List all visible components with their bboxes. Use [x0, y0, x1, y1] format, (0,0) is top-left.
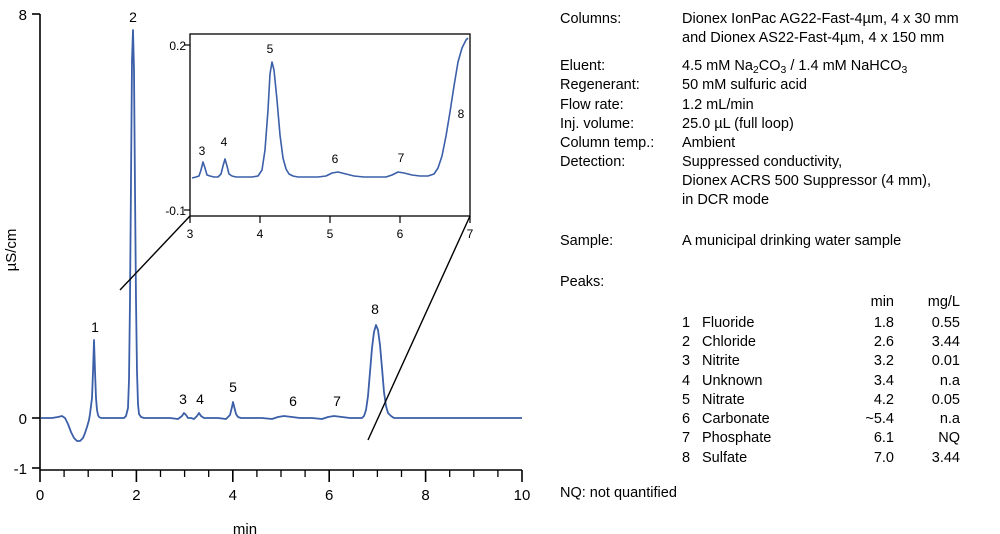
eluent-sub1: 2 — [752, 65, 759, 77]
peak-row-conc: 0.55 — [931, 314, 960, 331]
peak-row-conc: 3.44 — [931, 449, 960, 466]
y-axis-title: µS/cm — [3, 228, 20, 272]
x-tick-label-10: 10 — [513, 487, 531, 504]
peak-row-num: 6 — [682, 411, 691, 428]
peaks-hdr-min: min — [870, 293, 894, 310]
inset-x-tick-4: 4 — [256, 227, 264, 241]
peak-row-name: Chloride — [702, 334, 756, 351]
inset-y-tick-top: 0.2 — [169, 39, 186, 53]
peak-row-name: Phosphate — [702, 430, 772, 447]
peak-row-min: ~5.4 — [865, 411, 894, 428]
info-eluent-value — [682, 57, 990, 76]
info-columns-key: Columns: — [560, 11, 622, 27]
table-row — [682, 410, 960, 429]
table-row — [682, 372, 960, 391]
peak-label-8: 8 — [371, 301, 379, 317]
x-axis-title: min — [232, 521, 258, 534]
peak-row-name: Fluoride — [702, 314, 755, 331]
peak-row-conc: n.a — [939, 372, 960, 389]
x-tick-label-0: 0 — [35, 487, 45, 504]
info-flow-rate — [560, 96, 990, 115]
peak-row-min: 4.2 — [873, 391, 894, 408]
inset-x-tick-5: 5 — [326, 227, 334, 241]
peak-row-min: 3.2 — [873, 353, 894, 370]
eluent-pre: 4.5 mM Na — [682, 58, 753, 75]
info-regenerant-value: 50 mM sulfuric acid — [682, 77, 807, 94]
peak-label-5: 5 — [229, 379, 237, 395]
info-detection-line1: Suppressed conductivity, — [682, 153, 843, 170]
x-tick-label-4: 4 — [228, 487, 237, 504]
peak-label-7: 7 — [333, 393, 341, 409]
info-columns-line2: and Dionex AS22-Fast-4µm, 4 x 150 mm — [682, 30, 945, 47]
peak-row-min: 6.1 — [873, 430, 894, 447]
inset-peak-label-6: 6 — [331, 152, 339, 166]
x-tick-label-2: 2 — [132, 487, 141, 504]
peak-row-min: 2.6 — [873, 334, 894, 351]
info-flow-rate-key: Flow rate: — [560, 96, 624, 113]
table-row — [682, 333, 960, 352]
peaks-hdr-name — [702, 293, 820, 314]
info-inj-volume — [560, 115, 990, 134]
peak-row-num: 4 — [682, 372, 691, 389]
inset-peak-label-7: 7 — [397, 151, 405, 165]
inset-peak-label-4: 4 — [220, 135, 228, 149]
info-sample — [560, 232, 990, 251]
peak-row-conc: n.a — [939, 411, 960, 428]
peak-label-2: 2 — [129, 9, 137, 25]
table-row — [682, 449, 960, 468]
table-row — [682, 391, 960, 410]
peak-row-min: 3.4 — [873, 372, 894, 389]
peak-row-num: 7 — [682, 430, 691, 447]
inset-peak-label-5: 5 — [266, 42, 274, 56]
info-inj-volume-key: Inj. volume: — [560, 115, 635, 132]
peak-row-num: 8 — [682, 449, 691, 466]
method-info-panel — [560, 10, 990, 503]
peak-label-4: 4 — [196, 391, 204, 407]
info-column-temp-key: Column temp.: — [560, 134, 655, 151]
info-sample-key: Sample: — [560, 233, 614, 250]
info-flow-rate-value: 1.2 mL/min — [682, 96, 754, 113]
table-row — [682, 314, 960, 333]
info-eluent — [560, 57, 990, 76]
peak-row-name: Nitrite — [702, 353, 740, 370]
y-tick-label-top: 8 — [18, 7, 27, 24]
info-peaks-key: Peaks: — [560, 274, 605, 291]
peak-row-name: Carbonate — [702, 411, 770, 428]
inset-leader-right — [368, 216, 470, 440]
inset-y-tick-bottom: -0.1 — [165, 204, 186, 218]
peak-label-3: 3 — [179, 391, 187, 407]
info-detection — [560, 153, 990, 210]
peaks-hdr-conc: mg/L — [927, 293, 960, 310]
info-peaks-header — [560, 273, 990, 292]
eluent-sub3: 3 — [901, 65, 908, 77]
x-tick-label-6: 6 — [325, 487, 334, 504]
peak-row-num: 5 — [682, 391, 691, 408]
inset-peak-label-8: 8 — [457, 107, 465, 121]
info-column-temp — [560, 134, 990, 153]
inset-panel — [165, 34, 473, 241]
info-inj-volume-value: 25.0 µL (full loop) — [682, 115, 794, 132]
info-column-temp-value: Ambient — [682, 134, 736, 151]
peaks-table-header-row — [682, 293, 960, 314]
info-detection-value — [682, 153, 990, 210]
x-tick-label-8: 8 — [421, 487, 430, 504]
info-eluent-key: Eluent: — [560, 58, 606, 75]
info-columns — [560, 10, 990, 48]
peak-row-min: 7.0 — [873, 449, 894, 466]
inset-peak-label-3: 3 — [198, 144, 206, 158]
y-tick-label-bottom: -1 — [13, 461, 27, 478]
peak-label-1: 1 — [91, 319, 99, 335]
info-detection-line2: Dionex ACRS 500 Suppressor (4 mm), — [682, 173, 932, 189]
table-row — [682, 429, 960, 448]
peak-row-name: Unknown — [702, 372, 763, 389]
peak-row-num: 1 — [682, 314, 691, 331]
peak-row-name: Sulfate — [702, 449, 748, 466]
peak-row-num: 3 — [682, 353, 691, 370]
info-columns-line1: Dionex IonPac AG22-Fast-4µm, 4 x 30 mm — [682, 11, 959, 27]
peak-row-conc: 0.05 — [931, 391, 960, 408]
x-ticks — [40, 470, 522, 482]
eluent-mid2: / 1.4 mM NaHCO — [786, 58, 902, 75]
info-columns-value — [682, 10, 990, 48]
peak-row-name: Nitrate — [702, 391, 745, 408]
peaks-table — [682, 293, 960, 469]
inset-x-tick-3: 3 — [186, 227, 194, 241]
table-row — [682, 352, 960, 371]
footnote-nq: NQ: not quantified — [560, 485, 677, 502]
peak-row-min: 1.8 — [873, 314, 894, 331]
inset-x-tick-7: 7 — [466, 227, 474, 241]
eluent-mid: CO — [758, 58, 781, 75]
peaks-hdr-num — [682, 293, 702, 314]
info-sample-value: A municipal drinking water sample — [682, 233, 902, 250]
inset-x-tick-6: 6 — [396, 227, 404, 241]
peak-row-conc: 0.01 — [931, 353, 960, 370]
info-regenerant — [560, 76, 990, 95]
peak-label-6: 6 — [289, 393, 297, 409]
info-detection-line3: in DCR mode — [682, 192, 770, 209]
peak-row-conc: NQ — [938, 430, 960, 447]
info-detection-key: Detection: — [560, 153, 626, 170]
peak-row-conc: 3.44 — [931, 334, 960, 351]
peak-row-num: 2 — [682, 334, 691, 351]
eluent-sub2: 3 — [780, 65, 787, 77]
info-regenerant-key: Regenerant: — [560, 77, 640, 94]
y-tick-label-zero: 0 — [18, 411, 27, 428]
